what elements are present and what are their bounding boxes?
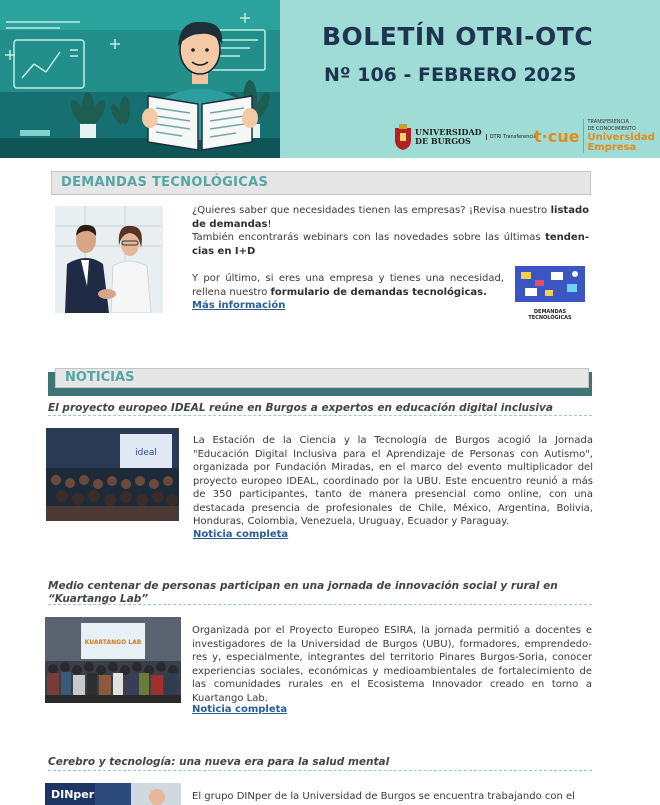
formulario-demandas-text[interactable]: formulario de demandas tecnológicas.	[270, 286, 487, 298]
screen-text-1: ideal	[135, 448, 157, 458]
listado-demandas-text[interactable]: listado de demandas	[192, 205, 589, 230]
news-body-3: El grupo DINper de la Universidad de Burgos se encuentra trabajando con el	[192, 791, 575, 802]
news-photo-1	[46, 428, 179, 521]
header-illustration	[0, 0, 280, 158]
reading-man-illustration	[0, 0, 280, 158]
tcue-line4: Empresa	[587, 142, 637, 153]
divider	[48, 604, 592, 605]
demandas-p2: También encontrarás webinars con las novedades sobre las últimas tenden-cias en I+D	[192, 232, 589, 257]
handshake-photo	[55, 206, 163, 313]
noticia-completa-link-1[interactable]: Noticia completa	[193, 529, 289, 540]
tcue-line1: TRANSFERENCIA	[587, 119, 629, 125]
news-body-1: La Estación de la Ciencia y la Tecnología de Burgos acogió la Jornada "Educación Digital Inclusiva para el Aprendizaje de Personas con Autismo", organizada por Fundación Miradas, en el marco del evento multiplicador del proyecto europeo IDEAL, coordinado por la UBU. Este encuentro reunió a más de 350 participantes, tanto de manera presencial como online, con una destacada presencia de profesionales de Chile, México, Argentina, Bolivia, Honduras, Colombia, Venezuela, Uruguay, Ecuador y Paraguay.	[193, 435, 593, 527]
divider	[48, 770, 592, 771]
news-title-2[interactable]: Medio centenar de personas participan en una jornada de innovación social y rural en “Kuartango Lab”	[48, 580, 558, 605]
badge-line1: DEMANDAS	[533, 309, 567, 315]
tcue-line3: Universidad	[587, 132, 655, 143]
otri-label: OTRI Transferencia	[486, 134, 537, 140]
demandas-p3: Y por último, si eres una empresa y tienes una necesidad, rellena nuestro formulario de demandas tecnológicas.	[192, 273, 504, 298]
noticias-heading: NOTICIAS	[55, 368, 589, 388]
ubu-name-line1: UNIVERSIDAD	[415, 127, 482, 137]
news-title-1[interactable]: El proyecto europeo IDEAL reúne en Burgos a expertos en educación digital inclusiva	[48, 402, 553, 414]
tcue-line2: DE CONOCIMIENTO	[587, 126, 636, 132]
demandas-badge-icon	[515, 266, 585, 302]
demandas-tecnologicas-badge[interactable]	[515, 266, 585, 322]
news-title-3[interactable]: Cerebro y tecnología: una nueva era para la salud mental	[48, 756, 390, 768]
news-photo-2	[45, 617, 181, 703]
ubu-crest-icon	[394, 124, 412, 150]
ubu-logo[interactable]	[394, 122, 537, 152]
divider	[48, 415, 592, 416]
tcue-logo[interactable]	[534, 120, 655, 152]
screen-text-3: DINper	[51, 788, 95, 801]
newsletter-issue: Nº 106 - FEBRERO 2025	[324, 64, 577, 86]
demandas-heading: DEMANDAS TECNOLÓGICAS	[51, 171, 591, 195]
demandas-p1: ¿Quieres saber que necesidades tienen las empresas? ¡Revisa nuestro listado de demandas!	[192, 205, 589, 230]
news-photo-3	[45, 783, 181, 805]
badge-line2: TECNOLÓGICAS	[528, 315, 572, 321]
ubu-name-line2: DE BURGOS	[415, 136, 471, 146]
news-body-2: Organizada por el Proyecto Europeo ESIRA, la jornada permitió a docentes e investigadores de la Universidad de Burgos (UBU), formadores, emprendedo-res y, especialmente, integrantes del territorio Pinares Burgos-Soria, conocer experiencias sociales, económicas y medioambientales de fortalecimiento de las comunidades rurales en el Ecosistema Innovador creado en torno a Kuartango Lab.	[192, 625, 592, 704]
noticia-completa-link-2[interactable]: Noticia completa	[192, 704, 288, 715]
tcue-mark: t·cue	[534, 126, 580, 146]
mas-informacion-link[interactable]: Más información	[192, 300, 286, 311]
screen-text-2: KUARTANGO LAB	[84, 639, 142, 646]
newsletter-title: BOLETÍN OTRI-OTC	[322, 22, 594, 51]
newsletter-header	[0, 0, 660, 158]
